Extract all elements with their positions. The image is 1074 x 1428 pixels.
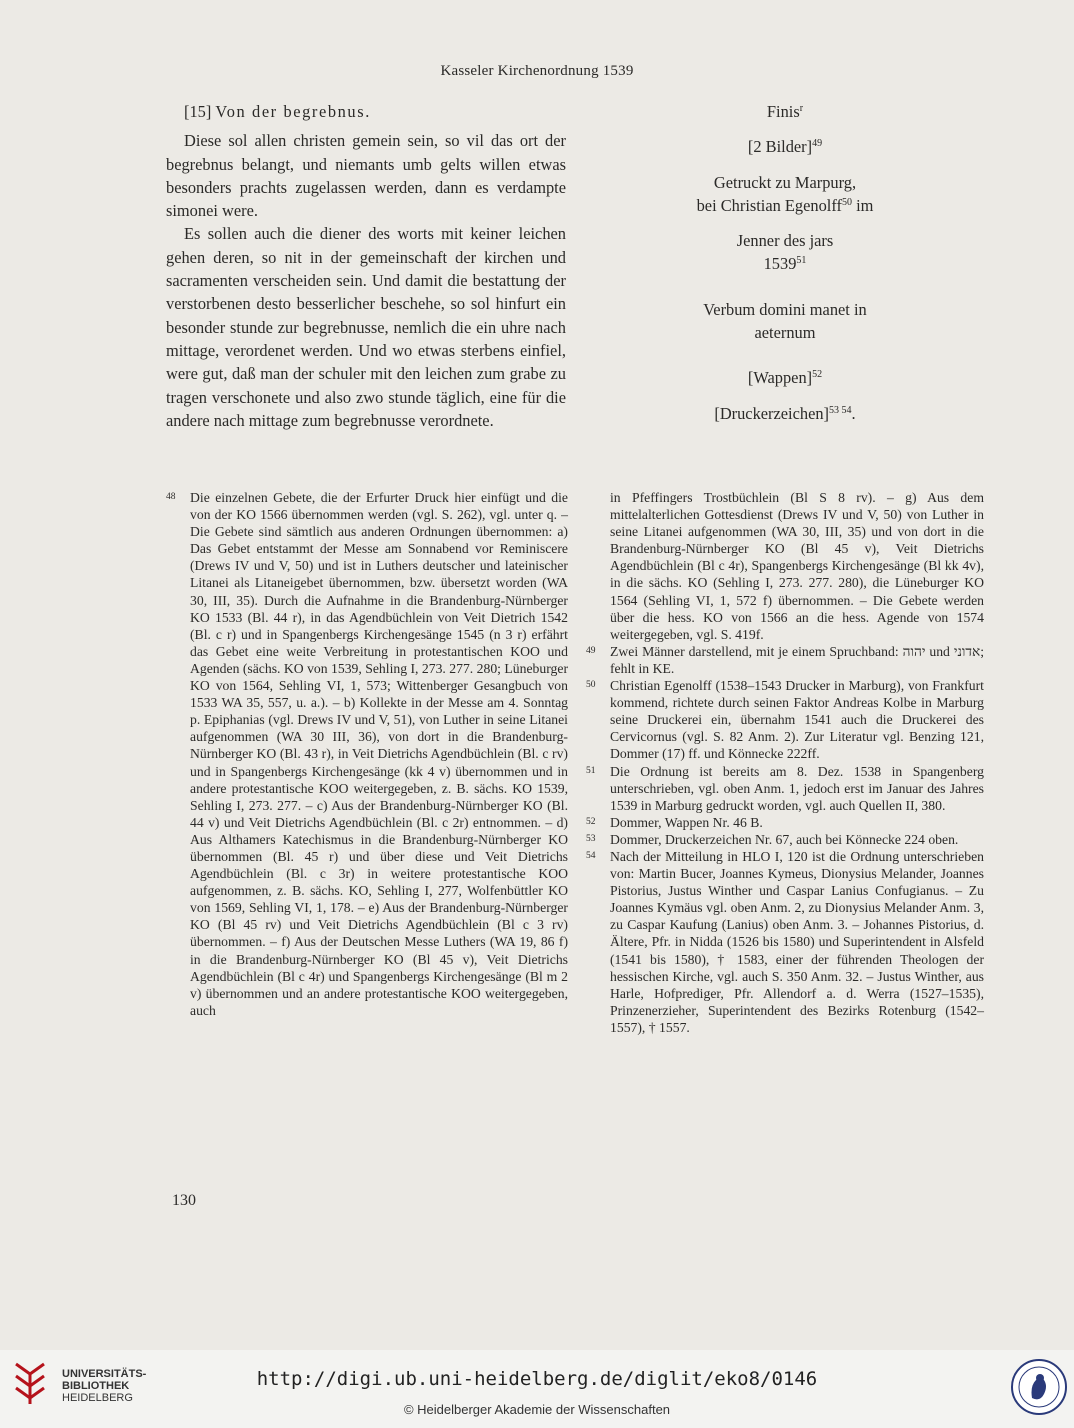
section-number: [15] <box>184 102 216 121</box>
colophon-bilder: [2 Bilder]$^{49}$ <box>747 137 823 157</box>
page-number: 130 <box>172 1192 196 1209</box>
footnote-48: 48 Die einzelnen Gebete, die der Erfurter Druck hier einfügt und die von der KO 1566 übernommen werden (vgl. S. 262), vgl. unter q. – Die Gebete sind sämtlich aus anderen Ordnungen übernommen: a) Das Gebet entstammt der Messe am Sonnabend vor Reminiscere (Drews IV und V, 50) und ist in Luthers deutscher und lateinischer Litanei als Litaneigebet übernommen, bzw. übersetzt worden (WA 30, III, 35). Durch die Aufnahme in die Brandenburg-Nürnberger KO 1533 (Bl. 44 r), in das Agendbüchlein von Veit Dietrich 1542 (Bl. c r) und in Spangenbergs Kirchengesänge 1545 (n 3 r) erfährt das Gebet eine weite Verbreitung in protestantischen KOO und Agenden (sächs. KO von 1539, Sehling I, 273. 277. 280; Lüneburger KO von 1564, Sehling VI, 1, 573; Wittenberger Gesangbuch von 1533 WA 35, 557, u. a.). – b) Kollekte in der Messe am 4. Sonntag p. Epiphanias (vgl. Drews IV und V, 51), von Luther in seine Litanei aufgenommen (WA 30 III, 36), von dort in die Brandenburg-Nürnberger KO (Bl. 43 r), in Veit Dietrichs Agendbüchlein (Bl. c rv) und in Spangenbergs Kirchengesänge (kk 4 v) übernommen und in andere protestantische KOO weitergegeben, z. B. sächs. KO 1539, Sehling I, 273. 277. – c) Aus der Brandenburg-Nürnberger KO (Bl. 44 v) und Veit Dietrichs Agendbüchlein (Bl. c 2r) entnommen. – d) Aus Althamers Katechismus in die Brandenburg-Nürnberger KO übernommen (Bl. 45 r) und über diese und Veit Dietrichs Agendbüchlein (Bl. c 3r) in weitere protestantische KOO aufgenommen, z. B. sächs. KO, Sehling I, 277, Wolfenbüttler KO von 1569, Sehling VI, 1, 178. – e) Aus der Brandenburg-Nürnberger KO (Bl 45 rv) und Veit Dietrichs Agendbüchlein (Bl c 3 rv) übernommen. – f) Aus der Deutschen Messe Luthers (WA 19, 86 f) in die Brandenburg-Nürnberger KO (Bl 45 v), Veit Dietrichs Agendbüchlein (Bl c 4r) und Spangenbergs Kirchengesänge (Bl m 2 v) übernommen und an andere protestantische KOO weitergegeben, auch <box>166 490 568 1018</box>
colophon-print-place: Getruckt zu Marpurg, <box>713 172 857 192</box>
footnote-53: 53 Dommer, Druckerzeichen Nr. 67, auch bei Könnecke 224 oben. <box>586 831 959 847</box>
main-text-left-column <box>166 100 566 432</box>
colophon-month: Jenner des jars <box>736 231 834 251</box>
footnote-52: 52 Dommer, Wappen Nr. 46 B. <box>586 814 763 830</box>
footnotes-left-column <box>166 489 568 1019</box>
university-seal-icon <box>1010 1358 1068 1416</box>
library-name: UNIVERSITÄTS- BIBLIOTHEK HEIDELBERG <box>62 1368 147 1404</box>
footnotes-right-column <box>586 489 984 1036</box>
section-heading <box>166 100 566 123</box>
viewer-footer <box>0 1350 1074 1428</box>
paragraph-2: Es sollen auch die diener des worts mit keiner leichen gehen deren, so nit in der gemeinschaft der kirchen und sacramenten verscheiden sein. Und damit die bestattung der verstorbenen desto besserlicher beschehe, so sol hinfurt ein besonder stunde zur begrebnusse, nemlich die ein uhre nach mittage, verordenet werden. Und wo etwas sterbens einfiel, were gut, daß man der schuler mit den leichen zum grabe zu tragen verschonete und also zwo stunde täglich, eine für die andere nach mittage zum begrebnusse verordnete. <box>166 224 566 430</box>
footnote-54: 54 Nach der Mitteilung in HLO I, 120 ist die Ordnung unterschrieben von: Martin Bucer, Joannes Kymeus, Dionysius Melander, Joannes Pistorius, Justus Winther und Caspar Lanius Confugianus. – Zu Joannes Kymäus vgl. oben Anm. 2, zu Dionysius Melander Anm. 3, zu Caspar Kaufung (Lanius) oben Anm. 3. – Johannes Pistorius, d. Ältere, Pfr. in Nidda (1526 bis 1580) und Superintendent in Alsfeld (1541 bis 1580), † 1583, einer der führenden Theologen der hessischen Kirche, vgl. auch S. 350 Anm. 32. – Justus Winther, aus Harle, Hofprediger, Pfr. Allendorf a. d. Werra (1527–1535), Prinzenerzieher, Superintendent des Bezirks Rotenburg (1542–1557), † 1557. <box>586 848 984 1035</box>
copyright-notice: © Heidelberger Akademie der Wissenschaften <box>403 1402 671 1417</box>
colophon-druckerzeichen: [Druckerzeichen]$^{53 54}$. <box>714 403 856 423</box>
footnote-49: 49 Zwei Männer darstellend, mit je einem Spruchband: יהוה und אדוני; fehlt in KE. <box>586 643 985 676</box>
colophon-finis: Finis$^r$ <box>766 102 804 121</box>
footnote-50: 50 Christian Egenolff (1538–1543 Drucker in Marburg), von Frankfurt kommend, richtete durch seinen Faktor Andreas Kolbe in Marburg seine Druckerei ein, übernahm 1541 auch die Druckerei des Cervicornus (vgl. S. 82 Anm. 2). Zur Literatur vgl. Benzing 121, Dommer (17) ff. und Könnecke 222ff. <box>586 678 984 762</box>
colophon-year: 1539$^{51}$ <box>763 254 807 274</box>
colophon <box>600 100 970 425</box>
permalink-url[interactable]: http://digi.ub.uni-heidelberg.de/diglit/eko8/0146 <box>256 1368 818 1390</box>
colophon-motto-1: Verbum domini manet in <box>703 299 867 319</box>
footnote-48-continuation: in Pfeffingers Trostbüchlein (Bl S 8 rv). – g) Aus dem mittelalterlichen Gottesdienst (Drews IV und V, 50) von Luther in seine Litanei aufgenommen (WA 30, III, 35) und von dort in die Brandenburg-Nürnberger KO (Bl 45 v), Veit Dietrichs Agendbüchlein (Bl c 4r), Spangenbergs Kirchengesänge (Bl kk 4v), in die sächs. KO (Sehling I, 273. 277. 280), die Lüneburger KO 1564 (Sehling VI, 1, 572 f) übernommen. – Die Gebete werden über die hess. KO von 1566 an die hess. Agende von 1574 weitergegeben, vgl. S. 419f. <box>610 490 984 642</box>
paragraph-1: Diese sol allen christen gemein sein, so vil das ort der begrebnus belangt, und niemants umb gelts willen etwas besonders prachts zugelassen werden, dann es verdampte simonei were. <box>166 131 566 221</box>
footnote-number: 48 <box>166 492 176 502</box>
footnote-51: 51 Die Ordnung ist bereits am 8. Dez. 1538 in Spangenberg unterschrieben, vgl. oben Anm. 1, jedoch erst im Januar des Jahres 1539 in Marburg gedruckt worden, vgl. auch Quellen II, 380. <box>586 763 984 813</box>
colophon-printer: bei Christian Egenolff$^{50}$ im <box>696 195 874 215</box>
colophon-wappen: [Wappen]$^{52}$ <box>747 368 823 388</box>
colophon-motto-2: aeternum <box>754 323 816 343</box>
running-head: Kasseler Kirchenordnung 1539 <box>440 63 634 79</box>
section-title: Von der begrebnus. <box>215 102 371 121</box>
